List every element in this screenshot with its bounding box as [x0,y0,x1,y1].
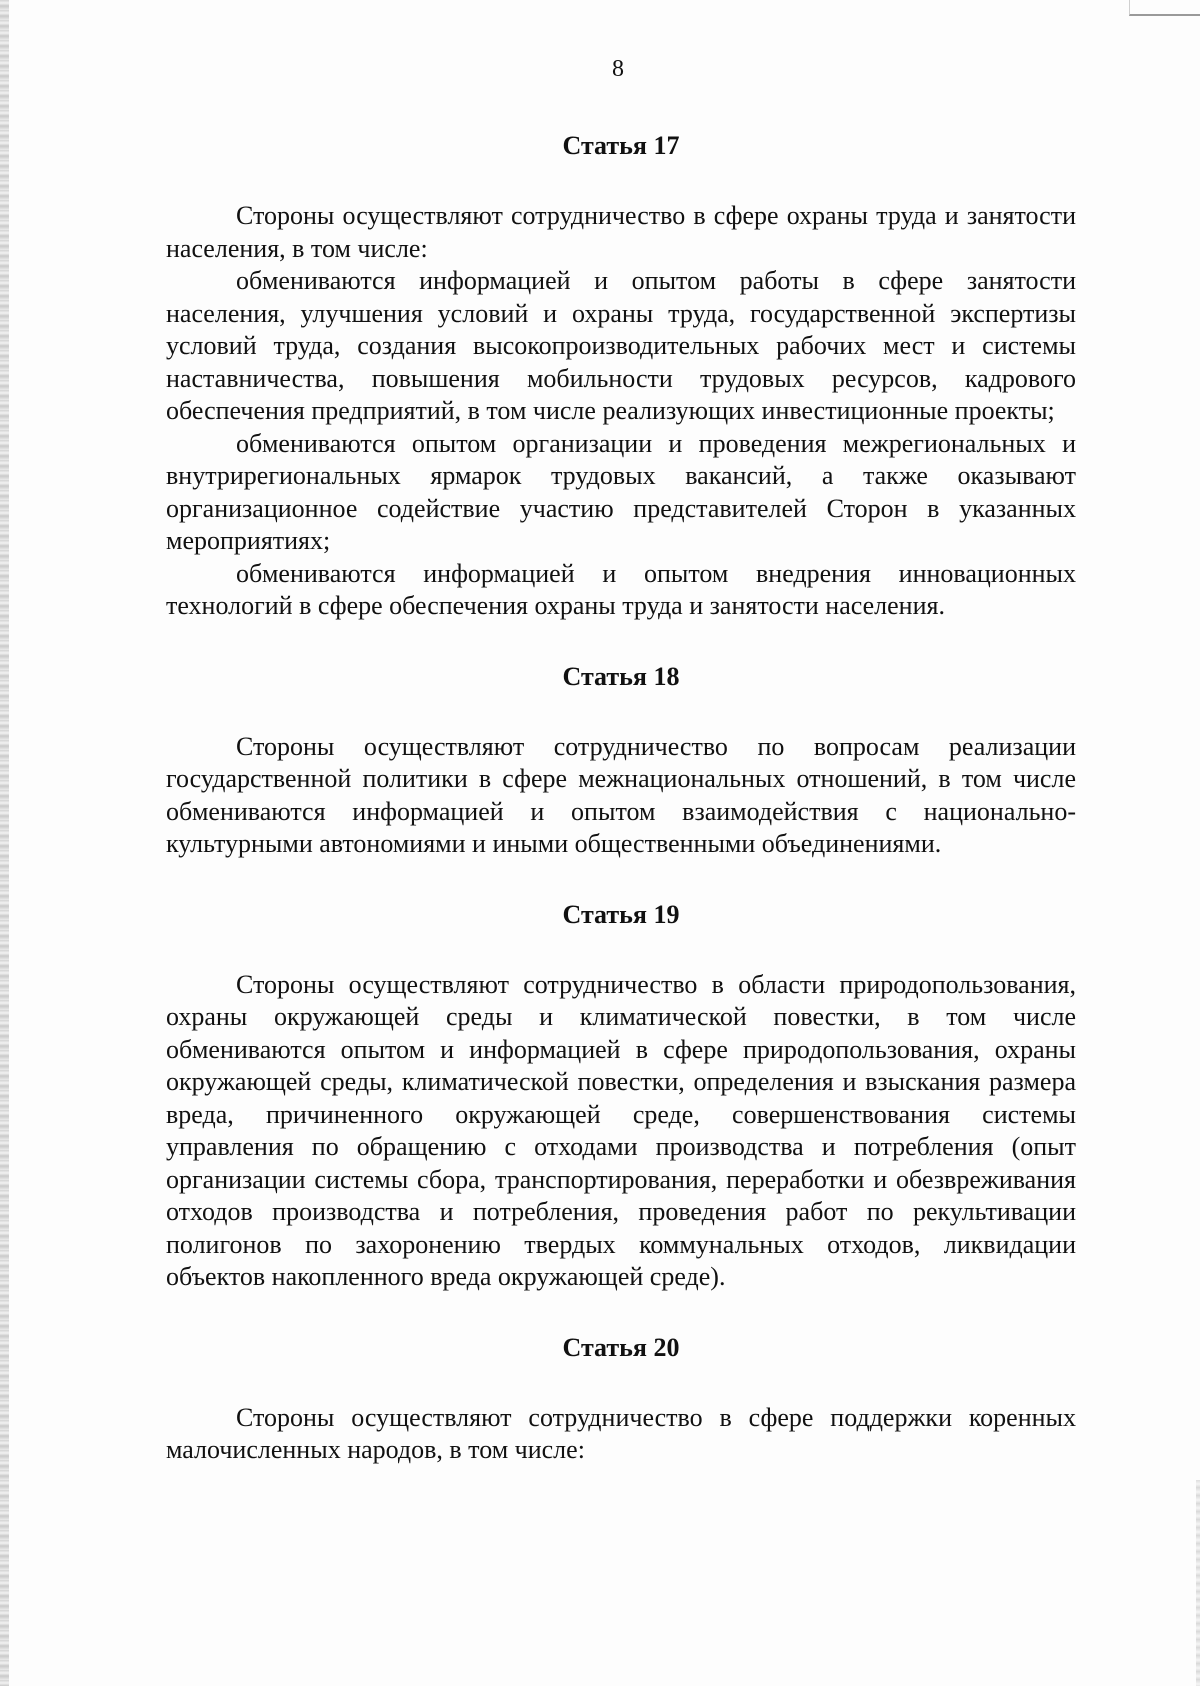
paragraph: Стороны осуществляют сотрудничество по вопросам реализации государственной политики в сфере межнациональных отношений, в том числе обмениваются информацией и опытом взаимодействия с национально-культурными автономиями и иными общественными объединениями. [166,731,1076,858]
paragraph: обмениваются опытом организации и проведения межрегиональных и внутрирегиональных ярмарок трудовых вакансий, а также оказывают организационное содействие участию представителей Сторон в указанных мероприятиях; [166,428,1076,555]
article-title: Статья 18 [562,661,680,691]
article-title: Статья 20 [562,1332,680,1362]
paragraph: обмениваются информацией и опытом работы в сфере занятости населения, улучшения условий и охраны труда, государственной экспертизы условий труда, создания высокопроизводительных рабочих мест и системы наставничества, повышения мобильности трудовых ресурсов, кадрового обеспечения предприятий, в том числе реализующих инвестиционные проекты; [166,266,1076,425]
article-19 [166,899,1076,1294]
page-number: 8 [612,56,624,82]
document-body [166,130,1076,1467]
scan-edge-left [0,0,9,1686]
paragraph: обмениваются информацией и опытом внедрения инновационных технологий в сфере обеспечения охраны труда и занятости населения. [166,558,1076,620]
scan-edge-right [1196,1480,1200,1686]
article-title: Статья 17 [562,131,680,160]
paragraph: Стороны осуществляют сотрудничество в сфере охраны труда и занятости населения, в том числе: [166,201,1076,263]
article-title: Статья 19 [562,899,680,929]
scan-corner-mark [1129,0,1200,16]
paragraph: Стороны осуществляют сотрудничество в области природопользования, охраны окружающей среды и климатической повестки, в том числе обмениваются опытом и информацией в сфере природопользования, охраны окружающей среды, климатической повестки, определения и взыскания размера вреда, причиненного окружающей среде, совершенствования системы управления по обращению с отходами производства и потребления (опыт организации системы сбора, транспортирования, переработки и обезвреживания отходов производства и потребления, проведения работ по рекультивации полигонов по захоронению твердых коммунальных отходов, ликвидации объектов накопленного вреда окружающей среде). [166,969,1076,1291]
article-17 [166,130,1076,623]
paragraph: Стороны осуществляют сотрудничество в сфере поддержки коренных малочисленных народов, в том числе: [166,1402,1076,1464]
article-18 [166,661,1076,861]
article-20 [166,1332,1076,1467]
